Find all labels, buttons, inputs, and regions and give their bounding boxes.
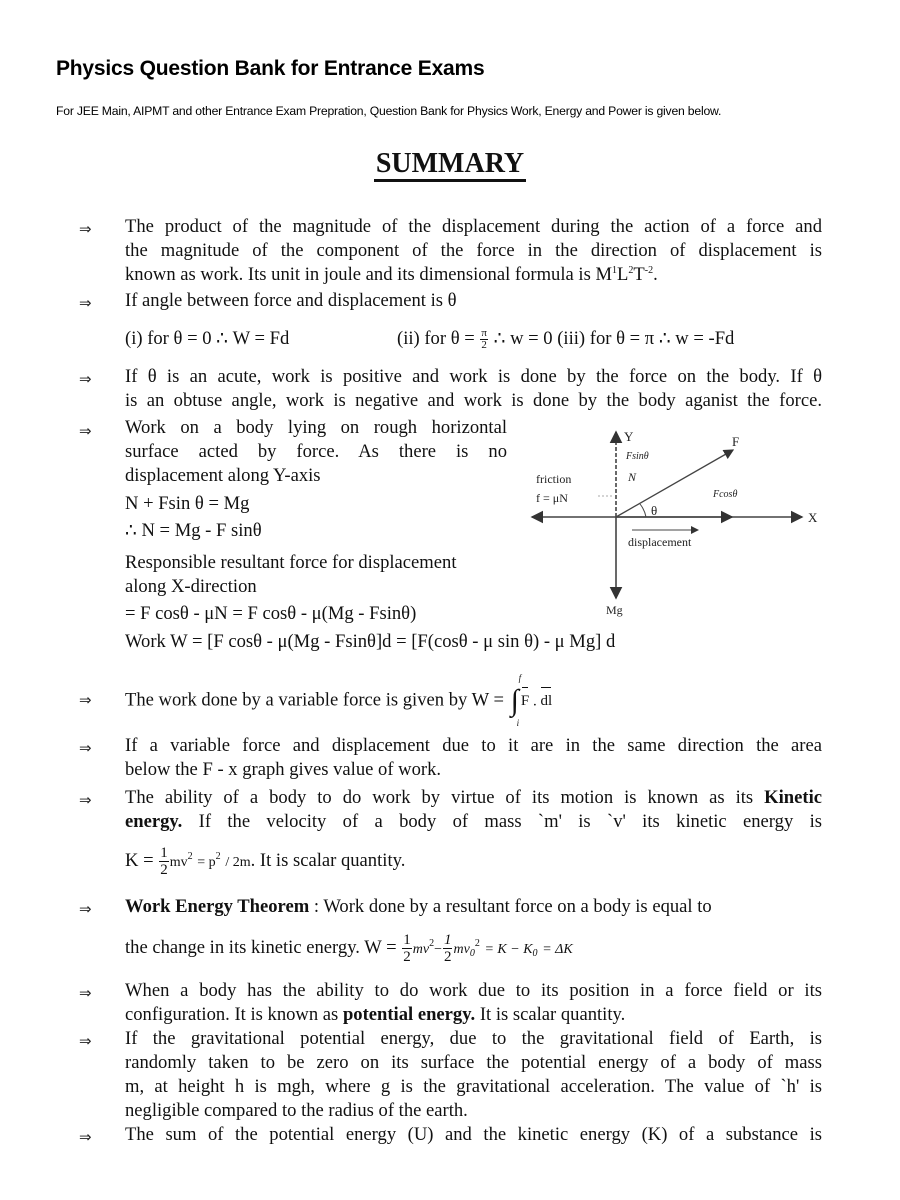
- point-4-eq-4: Work W = [F cosθ - μ(Mg - Fsinθ]d = [F(cosθ - μ sin θ) - μ Mg] d: [125, 631, 616, 652]
- text: mv: [453, 941, 470, 957]
- theta-arc: [640, 504, 646, 517]
- point-11-line-1: The sum of the potential energy (U) and the kinetic energy (K) of a substance is: [125, 1124, 822, 1145]
- bullet-arrow-icon: ⇒: [79, 220, 92, 238]
- bullet-arrow-icon: ⇒: [79, 984, 92, 1002]
- text: mv: [169, 854, 188, 870]
- bold-term: Kinetic: [764, 787, 822, 808]
- fraction: [159, 845, 169, 878]
- point-9-line-2: [125, 1003, 625, 1027]
- text: the change in its kinetic energy. W =: [125, 936, 397, 958]
- fcos-label: Fcosθ: [713, 489, 738, 500]
- subscript: 0: [469, 947, 475, 959]
- numerator: 1: [403, 932, 411, 948]
- point-3-line-1: If θ is an acute, work is positive and work is done by the force on the body. If θ: [125, 366, 822, 387]
- point-10-line-1: If the gravitational potential energy, due to the gravitational field of Earth, is: [125, 1028, 822, 1049]
- bold-term: potential energy.: [342, 1004, 476, 1025]
- point-4-line-5: along X-direction: [125, 576, 257, 597]
- text: = ΔK: [542, 941, 573, 957]
- point-4-eq-2: ∴ N = Mg - F sinθ: [125, 520, 262, 541]
- integral-sign: [510, 673, 522, 728]
- point-2-text: If angle between force and displacement is θ: [125, 290, 457, 311]
- point-3-line-2: is an obtuse angle, work is negative and work is done by the body aganist the force.: [125, 390, 822, 411]
- bullet-arrow-icon: ⇒: [79, 1128, 92, 1146]
- superscript: 2: [628, 265, 634, 276]
- text: configuration. It is known as: [125, 1004, 339, 1025]
- x-label: X: [808, 510, 818, 525]
- bullet-arrow-icon: ⇒: [79, 294, 92, 312]
- text: (ii) for θ =: [397, 328, 475, 349]
- text: / 2m: [225, 854, 251, 870]
- page-title: Physics Question Bank for Entrance Exams: [56, 57, 485, 80]
- point-4-line-3: displacement along Y-axis: [125, 465, 321, 486]
- force-diagram: [520, 420, 830, 620]
- point-4-line-1: Work on a body lying on rough horizontal: [125, 417, 507, 438]
- point-5-text: [125, 673, 553, 728]
- denominator: 2: [403, 949, 411, 965]
- text: K =: [125, 849, 154, 871]
- text: .: [653, 264, 658, 285]
- numerator: π: [481, 327, 487, 340]
- fraction: [443, 932, 453, 965]
- point-8-line-1: [125, 895, 712, 919]
- text: T: [633, 264, 645, 285]
- superscript: 2: [187, 850, 193, 862]
- point-7-line-2: [125, 810, 822, 834]
- point-10-line-3: m, at height h is mgh, where g is the gravitational acceleration. The value of `h' is: [125, 1076, 822, 1097]
- text: It is scalar quantity.: [479, 1004, 626, 1025]
- denominator: 2: [443, 949, 452, 965]
- bullet-arrow-icon: ⇒: [79, 900, 92, 918]
- point-6-line-1: If a variable force and displacement due to it are in the same direction the area: [125, 735, 822, 756]
- superscript: -2: [644, 265, 654, 276]
- point-10-line-2: randomly taken to be zero on its surface the potential energy of a body of mass: [125, 1052, 822, 1073]
- text: The ability of a body to do work by virtue of its motion is known as its: [125, 787, 754, 808]
- bullet-arrow-icon: ⇒: [79, 739, 92, 757]
- fraction: [480, 328, 488, 351]
- point-4-line-2: surface acted by force. As there is no: [125, 441, 507, 462]
- vector-f: F: [521, 689, 529, 713]
- denominator: 2: [481, 339, 487, 352]
- text: : Work done by a resultant force on a body is equal to: [309, 896, 712, 917]
- y-label: Y: [624, 429, 634, 444]
- friction-label: friction: [536, 472, 572, 486]
- page-subtitle: For JEE Main, AIPMT and other Entrance Exam Prepration, Question Bank for Physics Work, Energy and Power is given below.: [56, 104, 722, 118]
- text: = K − K: [484, 941, 533, 957]
- mg-label: Mg: [606, 603, 623, 617]
- work-energy-formula: [125, 932, 573, 965]
- point-6-line-2: below the F - x graph gives value of work.: [125, 759, 442, 780]
- point-1-line-2: the magnitude of the component of the force in the direction of displacement is: [125, 240, 822, 261]
- bullet-arrow-icon: ⇒: [79, 791, 92, 809]
- bullet-arrow-icon: ⇒: [79, 691, 92, 709]
- text: −: [434, 941, 442, 957]
- text: . It is scalar quantity.: [250, 849, 406, 871]
- point-1-line-1: The product of the magnitude of the displacement during the action of a force and: [125, 216, 822, 237]
- point-10-line-4: negligible compared to the radius of the earth.: [125, 1100, 468, 1121]
- text: L: [617, 264, 629, 285]
- text: known as work. Its unit in joule and its dimensional formula is M: [125, 264, 613, 285]
- bold-term: Work Energy Theorem: [125, 896, 310, 917]
- vector-dl: dl: [540, 689, 552, 713]
- text: ∴ w = 0 (iii) for θ = π ∴ w = -Fd: [493, 328, 735, 349]
- point-9-line-1: When a body has the ability to do work due to its position in a force field or its: [125, 980, 822, 1001]
- friction-eq: f = μN: [536, 491, 568, 505]
- numerator: 1: [160, 845, 168, 861]
- point-1-line-3: [125, 263, 658, 287]
- theta-label: θ: [651, 503, 658, 518]
- point-2-case-1: (i) for θ = 0 ∴ W = Fd: [125, 328, 290, 349]
- point-7-line-1: [125, 786, 822, 810]
- superscript: 2: [429, 937, 435, 949]
- dot: .: [529, 693, 541, 710]
- denominator: 2: [160, 862, 168, 878]
- integral-lower-limit: i: [516, 718, 520, 728]
- numerator: 1: [443, 932, 452, 948]
- summary-heading-text: SUMMARY: [374, 149, 526, 182]
- point-4-eq-1: N + Fsin θ = Mg: [125, 493, 250, 514]
- superscript: 2: [215, 850, 221, 862]
- text: The work done by a variable force is given by W =: [125, 689, 504, 711]
- text: = p: [197, 854, 216, 870]
- integral-glyph: ∫: [510, 684, 519, 717]
- force-label: F: [732, 434, 740, 449]
- bold-term: energy.: [125, 811, 183, 832]
- point-4-eq-3: = F cosθ - μN = F cosθ - μ(Mg - Fsinθ): [125, 603, 417, 624]
- fsin-label: Fsinθ: [626, 451, 649, 462]
- bullet-arrow-icon: ⇒: [79, 370, 92, 388]
- bullet-arrow-icon: ⇒: [79, 422, 92, 440]
- bullet-arrow-icon: ⇒: [79, 1032, 92, 1050]
- n-label: N: [628, 470, 637, 484]
- point-4-line-4: Responsible resultant force for displacement: [125, 552, 457, 573]
- summary-heading: [0, 148, 900, 182]
- displacement-label: displacement: [628, 535, 692, 549]
- point-2-case-2: [397, 327, 734, 351]
- subscript: 0: [532, 947, 538, 959]
- text: If the velocity of a body of mass `m' is `v' its kinetic energy is: [198, 811, 822, 832]
- superscript: 1: [612, 265, 618, 276]
- integral-upper-limit: f: [518, 673, 522, 683]
- superscript: 2: [474, 937, 480, 949]
- kinetic-energy-formula: [125, 845, 405, 878]
- text: mv: [412, 941, 430, 957]
- fraction: [402, 932, 412, 965]
